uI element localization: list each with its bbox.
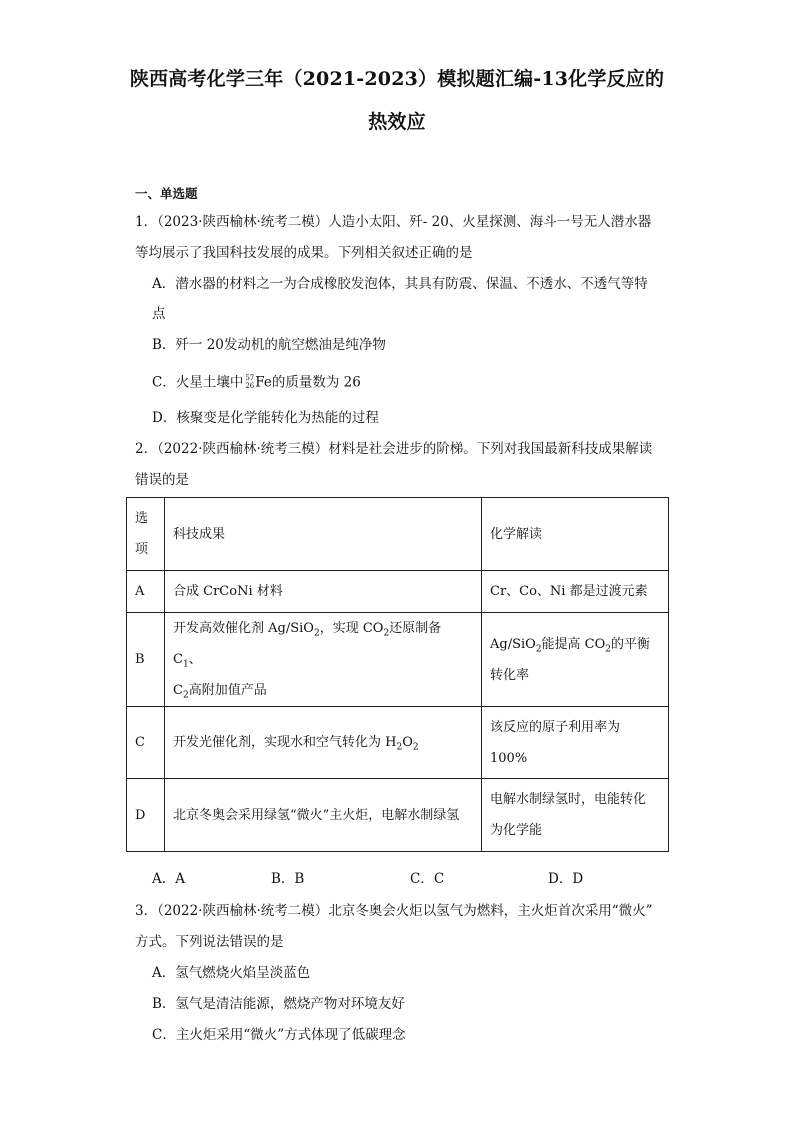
text-fragment: 高附加值产品	[188, 683, 267, 698]
row-label: C	[127, 707, 165, 779]
q1-option-c	[152, 375, 361, 391]
text-fragment: 该反应的原子利用率为	[490, 719, 621, 735]
subscript: 2	[182, 690, 189, 701]
text-fragment: Ag/SiO	[490, 636, 536, 652]
q2-option-b: B．B	[271, 871, 305, 887]
q1-option-c-prefix: C．火星土壤中	[152, 374, 244, 391]
row-achievement	[165, 707, 482, 779]
row-label: A	[127, 571, 165, 613]
q2-option-a: A．A	[152, 871, 185, 887]
text-fragment: 电解水制绿氢时，电能转化	[490, 792, 647, 807]
section-heading: 一、单选题	[135, 186, 198, 201]
isotope-atomic-number: 26	[245, 382, 255, 390]
header-option-cell	[127, 498, 165, 571]
text-fragment: 为化学能	[490, 823, 543, 838]
row-interpretation	[482, 707, 669, 779]
subscript: 2	[605, 644, 612, 655]
q3-option-b: B．氢气是清洁能源，燃烧产物对环境友好	[152, 996, 405, 1012]
document-title-line-1: 陕西高考化学三年（2021-2023）模拟题汇编-13化学反应的	[129, 68, 665, 90]
q2-table	[126, 497, 669, 852]
row-interpretation	[482, 613, 669, 707]
isotope-mass-number: 57	[245, 374, 255, 382]
q2-stem-line-2: 错误的是	[135, 472, 189, 488]
q1-stem-line-2: 等均展示了我国科技发展的成果。下列相关叙述正确的是	[135, 245, 473, 261]
q1-option-c-suffix: 的质量数为 26	[271, 374, 361, 391]
q1-option-d: D．核聚变是化学能转化为热能的过程	[152, 410, 379, 426]
q2-option-d: D．D	[548, 871, 584, 887]
text-fragment: 能提高 CO	[541, 636, 606, 652]
q1-option-a-line-1: A．潜水器的材料之一为合成橡胶发泡体，其具有防震、保温、不透水、不透气等特	[152, 276, 648, 292]
text-fragment: 开发高效催化剂 Ag/SiO	[173, 621, 314, 636]
table-row	[127, 613, 669, 707]
row-interpretation	[482, 779, 669, 852]
q3-stem-line-2: 方式。下列说法错误的是	[135, 934, 284, 950]
document-title-line-2: 热效应	[368, 111, 426, 133]
text-fragment: 还原制备 C	[173, 621, 442, 667]
q3-option-c: C．主火炬采用“微火”方式体现了低碳理念	[152, 1027, 406, 1043]
row-label: B	[127, 613, 165, 707]
isotope-notation	[245, 374, 254, 390]
text-fragment: O	[402, 735, 413, 750]
q2-option-c: C．C	[410, 871, 445, 887]
table-row	[127, 571, 669, 613]
q3-stem-line-1: 3．（2022·陕西榆林·统考二模）北京冬奥会火炬以氢气为燃料，主火炬首次采用“微火”	[135, 903, 653, 919]
q1-option-a-line-2: 点	[152, 306, 166, 322]
text-fragment: 转化率	[490, 667, 530, 683]
subscript: 2	[412, 742, 419, 753]
row-interpretation: Cr、Co、Ni 都是过渡元素	[482, 571, 669, 613]
table-row	[127, 779, 669, 852]
text-fragment: C	[173, 683, 183, 698]
text-fragment: 、	[188, 652, 202, 667]
q3-option-a: A．氢气燃烧火焰呈淡蓝色	[152, 965, 311, 981]
subscript: 2	[313, 628, 320, 639]
header-interpretation-cell: 化学解读	[482, 498, 669, 571]
subscript: 2	[535, 644, 542, 655]
subscript: 1	[182, 659, 189, 670]
row-achievement: 合成 CrCoNi 材料	[165, 571, 482, 613]
header-option-line-2: 项	[135, 542, 149, 557]
q1-option-b: B．歼一 20发动机的航空燃油是纯净物	[152, 337, 386, 353]
text-fragment: 的平衡	[611, 636, 651, 652]
header-achievement-cell: 科技成果	[165, 498, 482, 571]
text-fragment: 开发光催化剂，实现水和空气转化为 H	[173, 735, 397, 750]
text-fragment: 100%	[490, 750, 528, 766]
q2-stem-line-1: 2．（2022·陕西榆林·统考三模）材料是社会进步的阶梯。下列对我国最新科技成果解读	[135, 441, 653, 457]
text-fragment: ，实现 CO	[319, 621, 384, 636]
isotope-element: Fe	[255, 374, 272, 391]
subscript: 2	[396, 742, 403, 753]
row-label: D	[127, 779, 165, 852]
subscript: 2	[383, 628, 390, 639]
row-achievement: 北京冬奥会采用绿氢“微火”主火炬，电解水制绿氢	[165, 779, 482, 852]
table-header-row	[127, 498, 669, 571]
q1-stem-line-1: 1．（2023·陕西榆林·统考二模）人造小太阳、歼- 20、火星探测、海斗一号无人潜水器	[135, 214, 652, 230]
header-option-line-1: 选	[135, 511, 149, 526]
row-achievement	[165, 613, 482, 707]
table-row	[127, 707, 669, 779]
